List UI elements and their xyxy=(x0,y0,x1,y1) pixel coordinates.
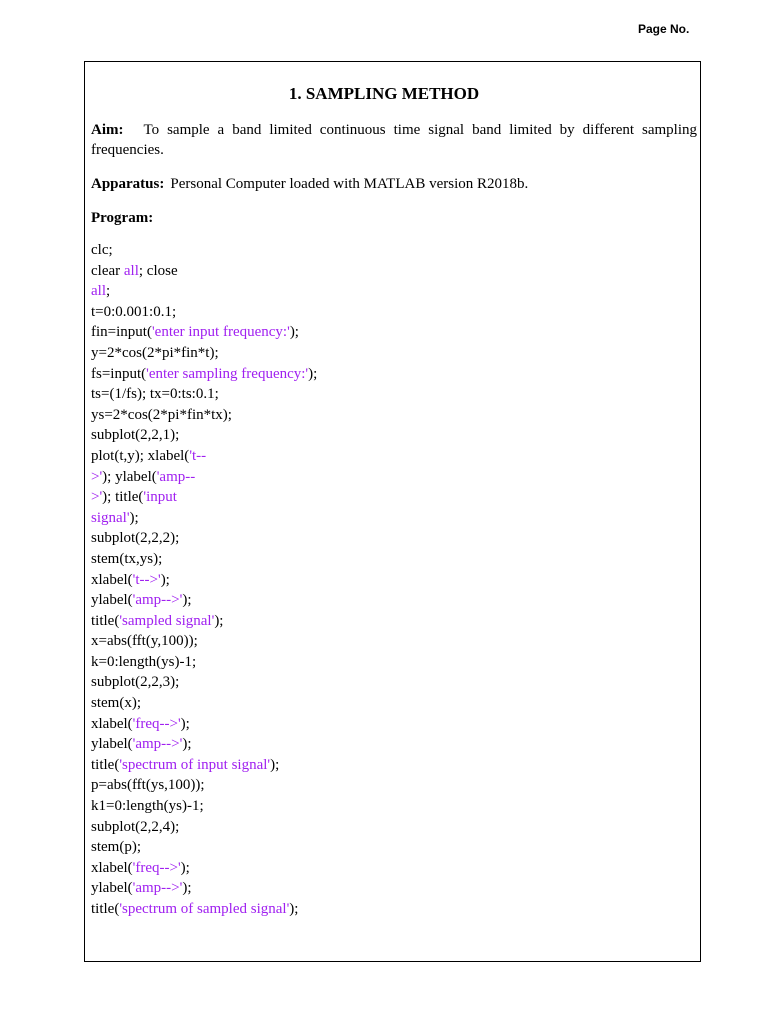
string-literal: 'input xyxy=(143,489,177,506)
code-line xyxy=(91,693,317,714)
string-literal: 'amp-- xyxy=(156,468,196,485)
string-literal: 'enter sampling frequency:' xyxy=(146,365,309,382)
document-title: 1. SAMPLING METHOD xyxy=(288,84,480,103)
code-line xyxy=(91,878,317,899)
code-token: ; xyxy=(106,283,111,300)
code-token: ); xyxy=(289,901,299,917)
code-line xyxy=(91,775,317,796)
code-line xyxy=(91,528,317,549)
aim-label: Aim: xyxy=(91,122,124,138)
code-token: title( xyxy=(91,901,120,917)
code-line xyxy=(91,261,317,282)
code-token: xlabel( xyxy=(91,859,133,876)
code-token: ); xyxy=(180,715,190,732)
code-token: ); xyxy=(214,612,224,629)
string-literal: 'amp-->' xyxy=(132,880,183,897)
code-line xyxy=(91,487,317,508)
code-token: ); xyxy=(182,592,192,609)
code-line xyxy=(91,652,317,673)
aim-paragraph xyxy=(91,120,697,160)
code-line xyxy=(91,405,317,426)
code-line xyxy=(91,343,317,364)
code-token: ylabel( xyxy=(91,880,133,897)
code-line xyxy=(91,240,317,261)
code-token: subplot(2,2,4); xyxy=(91,818,180,835)
code-token: ys=2*cos(2*pi*fin*tx); xyxy=(91,406,232,423)
apparatus-text: Personal Computer loaded with MATLAB version R2018b. xyxy=(170,176,529,192)
code-token: fin=input( xyxy=(91,324,152,341)
string-literal: all xyxy=(91,283,106,300)
code-line xyxy=(91,817,317,838)
code-line xyxy=(91,322,317,343)
code-token: y=2*cos(2*pi*fin*t); xyxy=(91,344,219,361)
code-token: ylabel( xyxy=(91,736,133,753)
code-line xyxy=(91,611,317,632)
code-token: stem(x); xyxy=(91,695,141,712)
page-number-label: Page No. xyxy=(638,22,690,36)
code-line xyxy=(91,858,317,879)
code-token: ); ylabel( xyxy=(102,468,157,485)
string-literal: signal' xyxy=(91,509,130,526)
code-token: clear xyxy=(91,262,124,279)
code-token: stem(p); xyxy=(91,839,141,856)
code-line xyxy=(91,384,317,405)
matlab-code-block xyxy=(91,240,317,920)
code-token: title( xyxy=(91,612,120,629)
code-token: k1=0:length(ys)-1; xyxy=(91,798,204,815)
code-line xyxy=(91,734,317,755)
string-literal: >' xyxy=(91,468,103,485)
code-line xyxy=(91,755,317,776)
code-line xyxy=(91,425,317,446)
code-token: ); xyxy=(289,324,299,341)
code-token: subplot(2,2,1); xyxy=(91,427,180,444)
code-line xyxy=(91,796,317,817)
string-literal: 'freq-->' xyxy=(132,715,181,732)
code-token: ; close xyxy=(138,262,178,279)
code-token: x=abs(fft(y,100)); xyxy=(91,633,198,650)
code-line xyxy=(91,590,317,611)
code-line xyxy=(91,672,317,693)
code-line xyxy=(91,549,317,570)
code-token: ); xyxy=(182,880,192,897)
string-literal: 'spectrum of sampled signal' xyxy=(119,901,290,917)
code-token: ); xyxy=(180,859,190,876)
string-literal: all xyxy=(123,262,139,279)
code-line xyxy=(91,508,317,529)
code-token: t=0:0.001:0.1; xyxy=(91,303,177,320)
code-line xyxy=(91,631,317,652)
code-line xyxy=(91,364,317,385)
string-literal: 'spectrum of input signal' xyxy=(119,756,271,773)
program-heading: Program: xyxy=(91,210,154,226)
code-token: clc; xyxy=(91,242,113,258)
code-line xyxy=(91,837,317,858)
code-token: ); xyxy=(308,365,318,382)
string-literal: 'sampled signal' xyxy=(119,612,215,629)
code-token: stem(tx,ys); xyxy=(91,550,163,567)
code-token: fs=input( xyxy=(91,365,147,382)
aim-text: To sample a band limited continuous time signal band limited by different sampling frequencies. xyxy=(91,122,697,158)
apparatus-paragraph xyxy=(91,174,697,194)
code-token: ts=(1/fs); tx=0:ts:0.1; xyxy=(91,386,219,403)
string-literal: 'enter input frequency:' xyxy=(151,324,290,341)
code-token: ); xyxy=(182,736,192,753)
code-token: p=abs(fft(ys,100)); xyxy=(91,777,205,794)
code-token: xlabel( xyxy=(91,715,133,732)
code-token: ); xyxy=(270,756,280,773)
code-line xyxy=(91,570,317,591)
code-token: subplot(2,2,3); xyxy=(91,674,180,691)
code-line xyxy=(91,446,317,467)
code-line xyxy=(91,467,317,488)
code-token: subplot(2,2,2); xyxy=(91,530,180,547)
code-token: plot(t,y); xlabel( xyxy=(91,447,190,464)
string-literal: 't-->' xyxy=(132,571,161,588)
code-token: ); title( xyxy=(102,489,144,506)
code-token: k=0:length(ys)-1; xyxy=(91,653,197,670)
code-token: title( xyxy=(91,756,120,773)
code-token: xlabel( xyxy=(91,571,133,588)
apparatus-label: Apparatus: xyxy=(91,176,165,192)
code-line xyxy=(91,281,317,302)
code-line xyxy=(91,302,317,323)
string-literal: >' xyxy=(91,489,103,506)
code-line xyxy=(91,714,317,735)
code-line xyxy=(91,899,317,920)
string-literal: 'freq-->' xyxy=(132,859,181,876)
code-token: ylabel( xyxy=(91,592,133,609)
string-literal: 'amp-->' xyxy=(132,592,183,609)
string-literal: 'amp-->' xyxy=(132,736,183,753)
code-token: ); xyxy=(160,571,170,588)
code-token: ); xyxy=(129,509,139,526)
string-literal: 't-- xyxy=(189,447,207,464)
